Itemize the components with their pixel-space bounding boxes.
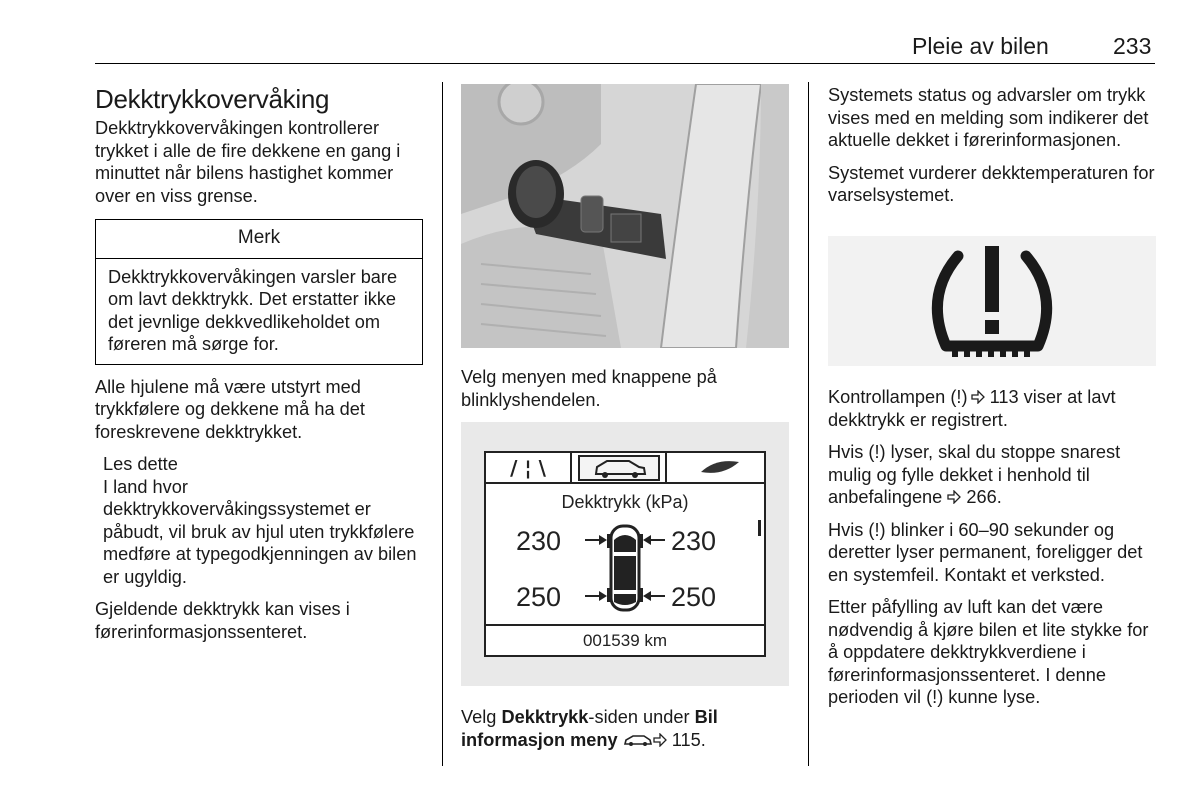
caption2-menu-name: Bil informasjon meny	[461, 707, 718, 750]
paragraph-status: Systemets status og advarsler om trykk vises med en melding som indikerer det aktuelle dekket i førerinformasjonen.	[828, 85, 1149, 150]
column-3-lower	[828, 386, 1158, 719]
paragraph-after-inflation	[828, 596, 1158, 709]
warning-lamp-icon: (!)	[950, 387, 968, 407]
tpms-warning-icon	[828, 236, 1156, 366]
column-1	[95, 84, 423, 653]
p6-text-b: kunne lyse.	[943, 687, 1041, 707]
odometer-reading: 001539 km	[582, 631, 668, 650]
paragraph-warning-lamp	[828, 386, 1158, 431]
paragraph-current-pressure: Gjeldende dekktrykk kan vises i førerinformasjonssenteret.	[95, 599, 350, 642]
p3-page-ref: 113	[989, 387, 1019, 407]
page-ref-arrow-icon	[971, 390, 985, 404]
note-text: Dekktrykkovervåkingen varsler bare om lavt dekktrykk. Det erstatter ikke det jevnlige dekkvedlikeholdet om føreren må sørge for.	[108, 266, 398, 354]
note-box	[95, 219, 423, 365]
car-menu-icon	[623, 733, 653, 747]
page-number: 233	[1113, 33, 1152, 59]
turn-signal-stalk-illustration	[461, 84, 789, 348]
warning-lamp-icon: (!)	[926, 687, 944, 707]
read-this-title: Les dette	[103, 454, 178, 474]
column-3	[828, 84, 1158, 217]
p4-text-a: Hvis	[828, 442, 869, 462]
page-ref-arrow-icon	[653, 733, 667, 747]
section-heading: Dekktrykkovervåking	[95, 84, 330, 114]
p3-text-a: Kontrollampen	[828, 387, 951, 407]
warning-lamp-icon: (!)	[868, 442, 886, 462]
paragraph-temperature: Systemet vurderer dekktemperaturen for varselsystemet.	[828, 162, 1155, 205]
display-title: Dekktrykk (kPa)	[561, 492, 689, 512]
paragraph-lamp-flash	[828, 519, 1158, 587]
caption2-page-ref: 115.	[671, 729, 706, 750]
p6-text-a: Etter påfylling av luft kan det være nødvendig å kjøre bilen et lite stykke for å oppdatere dekktrykkverdiene i førerinformasjonssenteret. I denne perioden vil	[828, 597, 1149, 707]
pressure-front-left: 230	[515, 526, 561, 556]
paragraph-sensors: Alle hjulene må være utstyrt med trykkfølere og dekkene må ha det foreskrevene dekktrykket.	[95, 376, 365, 442]
caption2-dekktrykk: Dekktrykk	[501, 707, 589, 727]
caption-select-page	[461, 706, 791, 751]
page-ref-arrow-icon	[947, 490, 961, 504]
caption2-pre: Velg	[461, 707, 502, 727]
page-header-title: Pleie av bilen	[912, 33, 1049, 59]
stalk-photo	[461, 84, 789, 348]
p4-page-ref: 266.	[966, 487, 1002, 507]
warning-lamp-icon: (!)	[868, 519, 886, 540]
pressure-rear-right: 250	[671, 582, 717, 612]
tpms-warning-icon-panel	[828, 236, 1156, 366]
read-this-text: I land hvor dekktrykkovervåkingssystemet er påbudt, vil bruk av hjul uten trykkfølere medføre at typegodkjenningen av bilen er ugyldig.	[103, 476, 417, 587]
p3-text-b: viser at lavt dekktrykk er registrert.	[828, 387, 1116, 430]
caption2-mid: -siden under	[588, 707, 695, 727]
column-divider-right	[808, 82, 809, 766]
intro-paragraph: Dekktrykkovervåkingen kontrollerer trykket i alle de fire dekkene en gang i minuttet når bilens hastighet kommer over en viss grense.	[95, 118, 401, 206]
car-top-view-icon	[607, 526, 643, 610]
caption-stalk: Velg menyen med knappene på blinklyshendelen.	[461, 367, 717, 410]
note-title: Merk	[96, 220, 422, 259]
p5-text-b: blinker i 60–90 sekunder og deretter lyser permanent, foreligger det en systemfeil. Kontakt et verksted.	[828, 519, 1143, 585]
header-rule	[95, 63, 1155, 64]
pressure-rear-left: 250	[515, 582, 561, 612]
p4-text-b: lyser, skal du stoppe snarest mulig og fylle dekket i henhold til anbefalingene	[828, 442, 1121, 507]
driver-info-display	[461, 422, 789, 686]
read-this-block	[95, 453, 423, 588]
info-display-image	[461, 422, 789, 686]
pressure-front-right: 230	[671, 526, 717, 556]
paragraph-lamp-on	[828, 441, 1158, 509]
p5-text-a: Hvis	[828, 519, 869, 540]
road-tab-icon: / ¦ \	[510, 456, 546, 480]
column-divider-left	[442, 82, 443, 766]
